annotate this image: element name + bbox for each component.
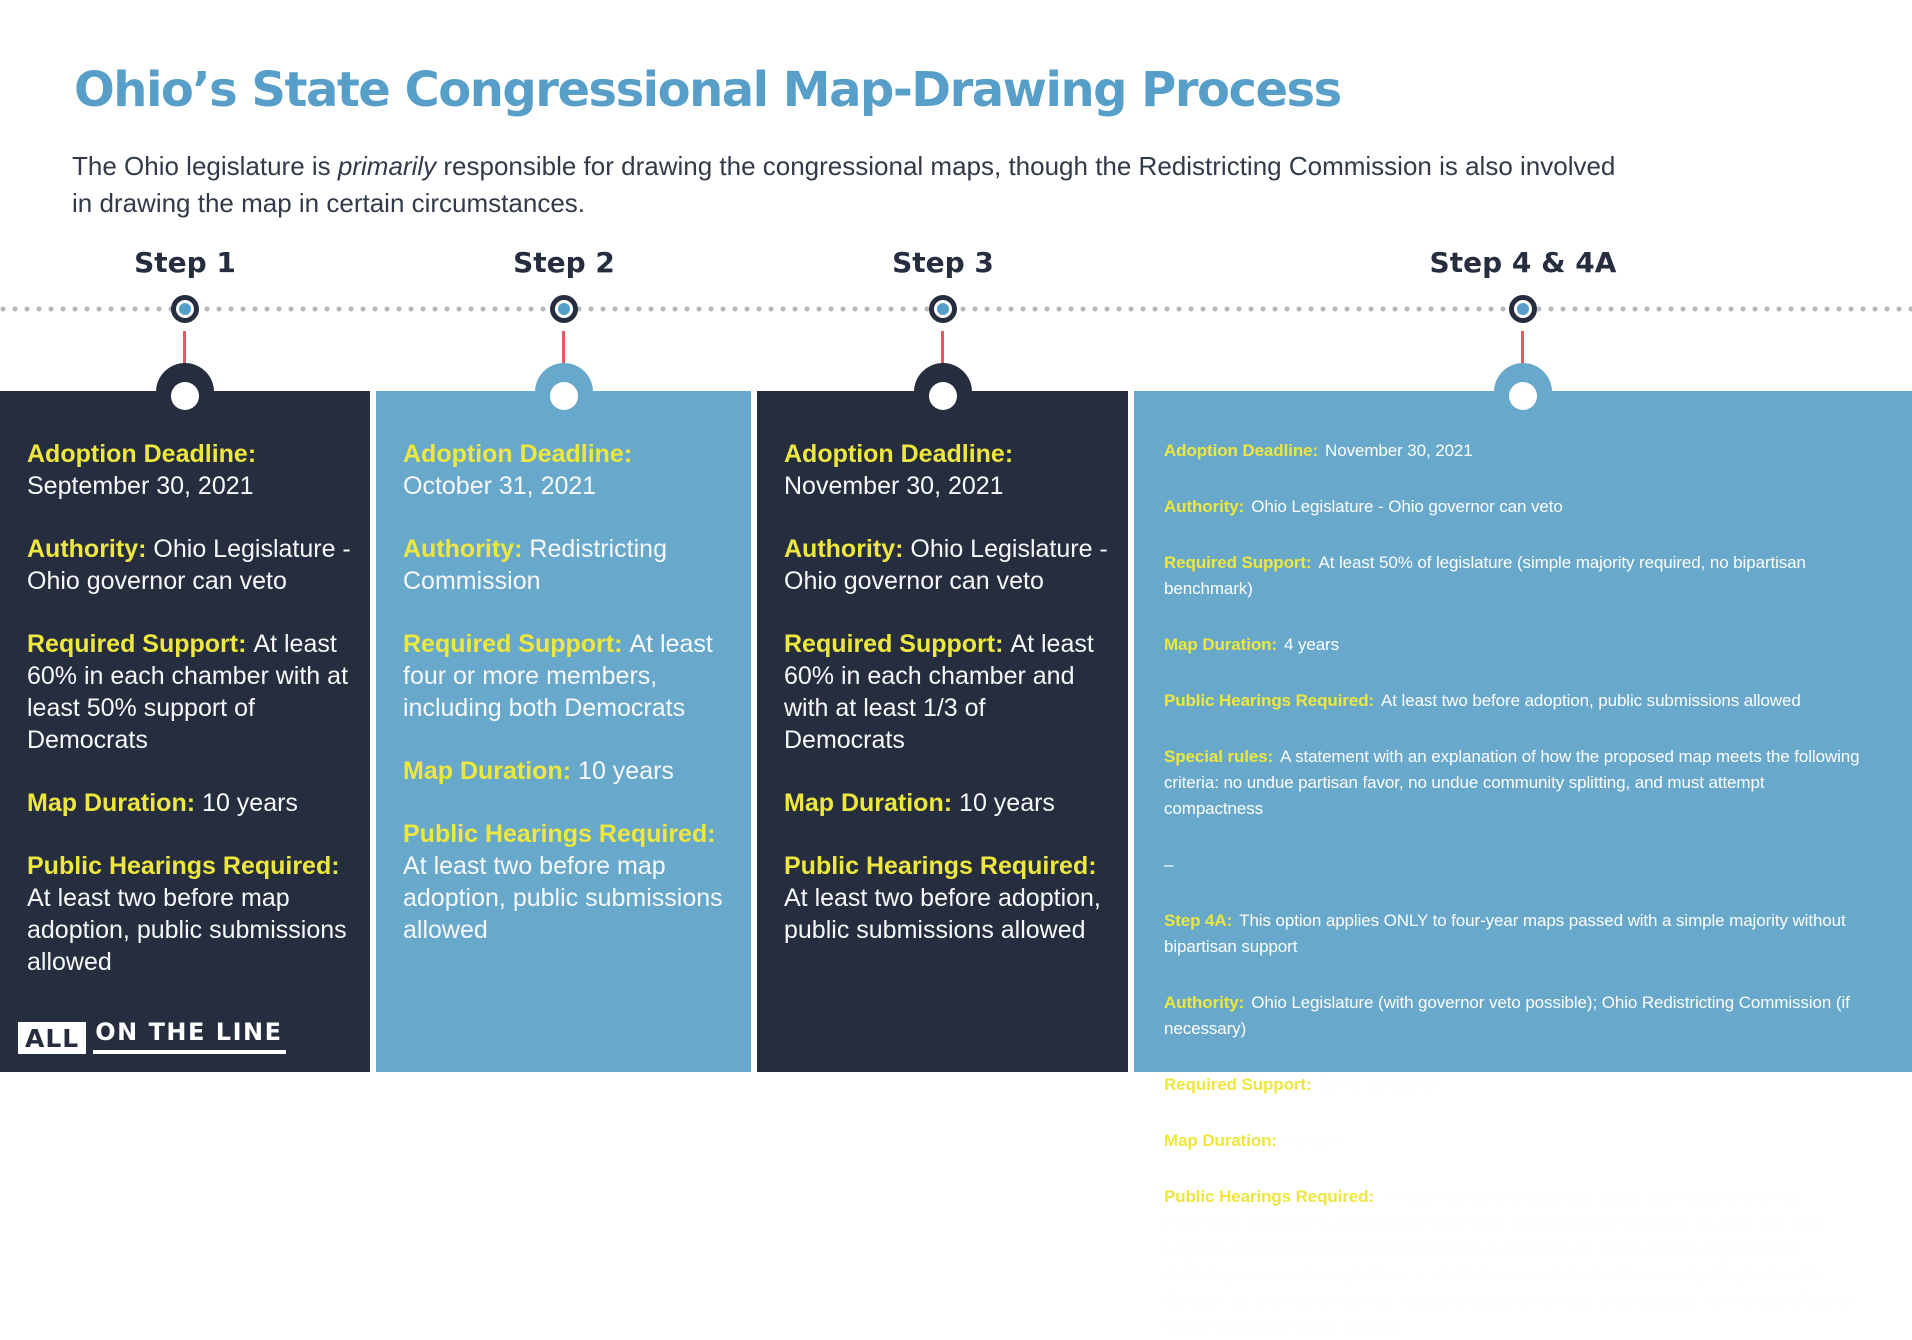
subtitle-text: The Ohio legislature is [72,151,338,181]
section-label: Required Support: [1164,553,1312,572]
section-text: 10 years [578,757,674,785]
subtitle-line-2: in drawing the map in certain circumstances. [72,188,586,218]
card-section [27,787,352,819]
step-4-card-body [1134,391,1912,1336]
section-text-continued: If the Ohio Legislature adopts a four-year map (as detailed in Option 4), in 2025, the Ohio Legislature (and Redistricting Commission as needed) will reconvene to engage in the districting process through Steps 1 - 4. All the same date deadlines apply (September 30, October 31, and November 30, respectively) and the map, once passed, will remain effective for the remainder of the decade. [1164,1213,1852,1336]
subtitle-italic-word: primarily [337,151,437,181]
card-section [1164,632,1864,658]
step-1-label: Step 1 [134,246,236,279]
section-label: Adoption Deadline: [27,440,257,468]
step-3-label: Step 3 [892,246,994,279]
card-section [27,628,352,756]
card-section [1164,990,1864,1042]
section-text: At least two before map adoption, public submissions allowed [27,884,347,976]
section-label: Step 4A: [1164,911,1233,930]
card-section [1164,550,1864,602]
section-text: Ohio Legislature - Ohio governor can veto [27,535,351,595]
step-3-card-body [757,391,1128,1072]
section-text: At least four or more members, including both Democrats [403,630,713,722]
section-label: Required Support: [27,630,247,658]
section-text: 10 years [202,789,298,817]
section-label: Public Hearings Required: [403,820,716,848]
section-label: Public Hearings Required: [27,852,340,880]
section-label: Adoption Deadline: [784,440,1014,468]
section-text: November 30, 2021 [784,472,1004,500]
card-section [403,818,733,946]
card-section [1164,908,1864,960]
section-text: At least two before adoption, public submissions allowed. [1381,1187,1806,1206]
card-section [1164,852,1864,878]
timeline-node-icon [929,295,957,323]
section-label: Public Hearings Required: [784,852,1097,880]
step-2-card [376,391,751,1072]
section-text: Redistricting Commission [403,535,667,595]
section-text: At least two before adoption, public submissions allowed [1381,691,1801,710]
step-1-card-body [0,391,370,1072]
section-text: 10 years [959,789,1055,817]
section-label: Map Duration: [784,789,953,817]
card-section [1164,1072,1864,1098]
card-section [27,533,352,597]
section-label: Authority: [1164,497,1245,516]
card-section [1164,1128,1864,1154]
step-2-label: Step 2 [513,246,615,279]
step-3-card [757,391,1128,1072]
step-1-card [0,391,370,1072]
section-text: At least 60% in each chamber and with at least 1/3 of Democrats [784,630,1094,754]
section-label: Special rules: [1164,747,1274,766]
section-text: Ohio Legislature (with governor veto possible); Ohio Redistricting Commission (if necessary) [1164,993,1850,1038]
section-text: 6 years [1283,1131,1340,1150]
card-section [403,438,733,502]
section-label: Required Support: [1164,1075,1312,1094]
card-section [27,438,352,502]
section-text: At least 60% in each chamber with at least 50% support of Democrats [27,630,349,754]
section-label: Adoption Deadline: [403,440,633,468]
page-subtitle [72,148,1832,222]
section-label: Authority: [27,535,147,563]
logo-wordmark: ON THE LINE [93,1020,286,1054]
card-section [1164,744,1864,822]
step-4-label: Step 4 & 4A [1429,246,1617,279]
card-section [784,533,1110,597]
subtitle-text: responsible for drawing the congressional maps, though the Redistricting Commission is also involved [436,151,1616,181]
node-dot-icon [1517,303,1529,315]
logo-all-badge: ALL [18,1022,86,1054]
section-text: Same as above [1318,1075,1436,1094]
card-section [1164,1184,1864,1340]
section-text: November 30, 2021 [1325,441,1473,460]
section-label: Authority: [403,535,523,563]
card-section [27,850,352,978]
section-label: Public Hearings Required: [1164,691,1375,710]
subtitle-line-1 [72,148,1832,185]
card-section [784,438,1110,502]
card-section [784,850,1110,946]
section-label: Public Hearings Required: [1164,1187,1375,1206]
section-text: October 31, 2021 [403,472,597,500]
card-section [403,628,733,724]
section-label: Authority: [784,535,904,563]
card-section [784,787,1110,819]
all-on-the-line-logo [18,1020,286,1054]
card-section [1164,438,1864,464]
section-text: 4 years [1283,635,1340,654]
card-section [784,628,1110,756]
step-4-card [1134,391,1912,1336]
section-label: Map Duration: [403,757,572,785]
section-text: – [1164,855,1174,874]
page-title: Ohio’s State Congressional Map-Drawing Process [74,62,1341,118]
section-label: Map Duration: [27,789,196,817]
section-text: At least two before adoption, public submissions allowed [784,884,1101,944]
card-section [1164,688,1864,714]
node-dot-icon [179,303,191,315]
timeline-node-icon [171,295,199,323]
section-text: At least two before map adoption, public submissions allowed [403,852,723,944]
section-text: Ohio Legislature - Ohio governor can veto [784,535,1108,595]
section-label: Map Duration: [1164,635,1277,654]
card-section [403,533,733,597]
section-label: Authority: [1164,993,1245,1012]
card-section [403,755,733,787]
timeline-node-icon [1509,295,1537,323]
section-label: Map Duration: [1164,1131,1277,1150]
section-text: Ohio Legislature - Ohio governor can veto [1251,497,1563,516]
section-text: At least 50% of legislature (simple majority required, no bipartisan benchmark) [1164,553,1806,598]
section-label: Adoption Deadline: [1164,441,1319,460]
node-dot-icon [558,303,570,315]
card-section [1164,494,1864,520]
section-text: September 30, 2021 [27,472,254,500]
timeline-node-icon [550,295,578,323]
section-label: Required Support: [403,630,623,658]
section-text: A statement with an explanation of how the proposed map meets the following criteria: no undue partisan favor, no undue community splitting, and must attempt compactness [1164,747,1860,818]
section-text: This option applies ONLY to four-year maps passed with a simple majority without bipartisan support [1164,911,1846,956]
node-dot-icon [937,303,949,315]
step-2-card-body [376,391,751,1072]
section-label: Required Support: [784,630,1004,658]
